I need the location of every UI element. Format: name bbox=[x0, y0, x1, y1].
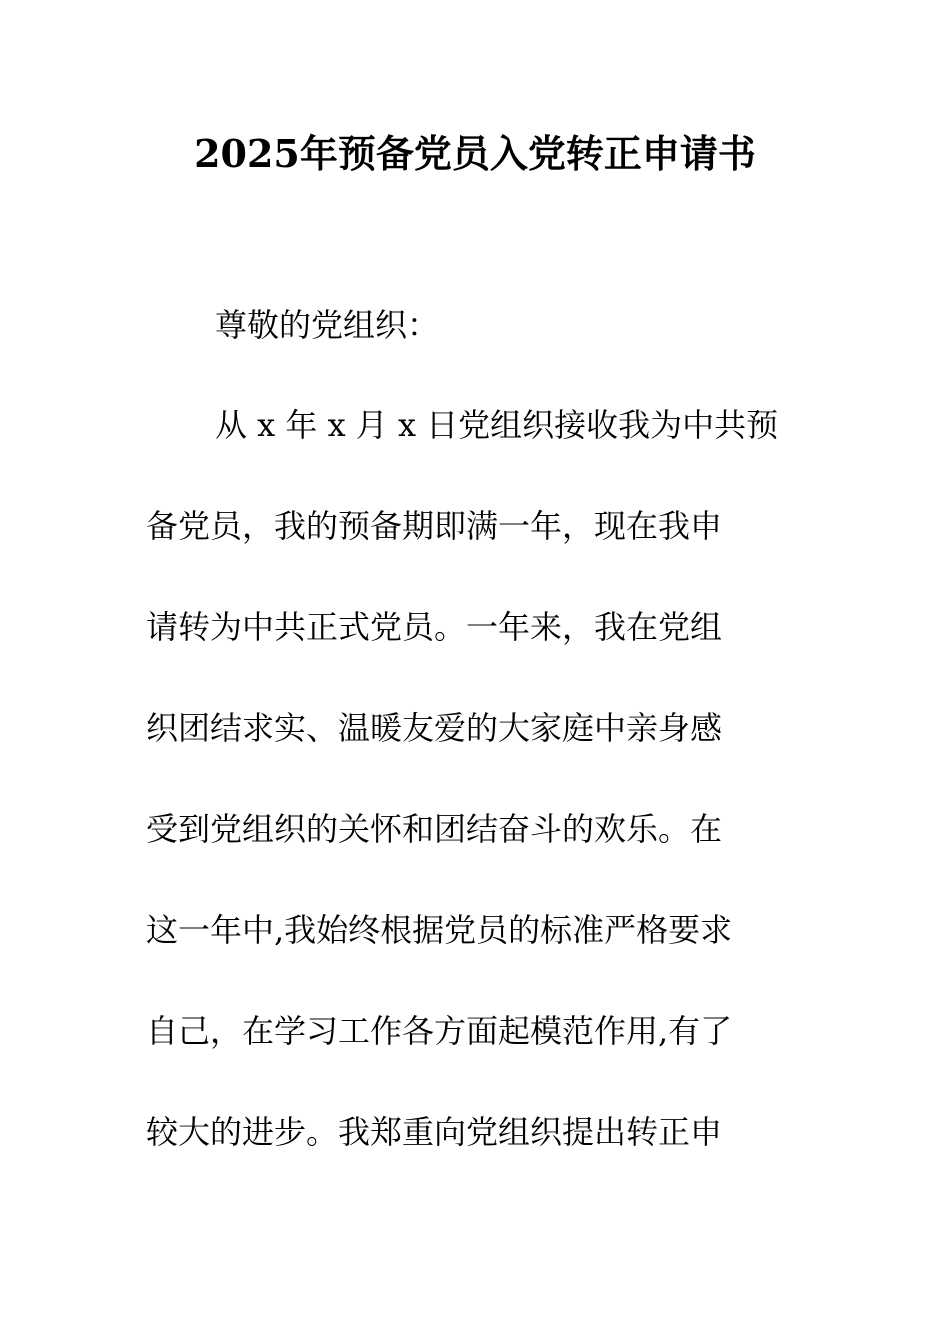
body-line: 受到党组织的关怀和团结奋斗的欢乐。在 bbox=[146, 810, 723, 848]
body-text bbox=[146, 402, 846, 1210]
body-line: 从 x 年 x 月 x 日党组织接收我为中共预 bbox=[215, 406, 779, 444]
salutation: 尊敬的党组织： bbox=[215, 306, 440, 344]
body-line: 织团结求实、温暖友爱的大家庭中亲身感 bbox=[146, 709, 723, 747]
document-title: 2025年预备党员入党转正申请书 bbox=[194, 131, 756, 176]
body-line: 这一年中,我始终根据党员的标准严格要求 bbox=[146, 911, 733, 949]
body-line: 较大的进步。我郑重向党组织提出转正申 bbox=[146, 1113, 723, 1151]
body-line: 备党员，我的预备期即满一年，现在我申 bbox=[146, 507, 723, 545]
body-line: 请转为中共正式党员。一年来，我在党组 bbox=[146, 608, 723, 646]
body-line: 自己，在学习工作各方面起模范作用,有了 bbox=[146, 1012, 733, 1050]
